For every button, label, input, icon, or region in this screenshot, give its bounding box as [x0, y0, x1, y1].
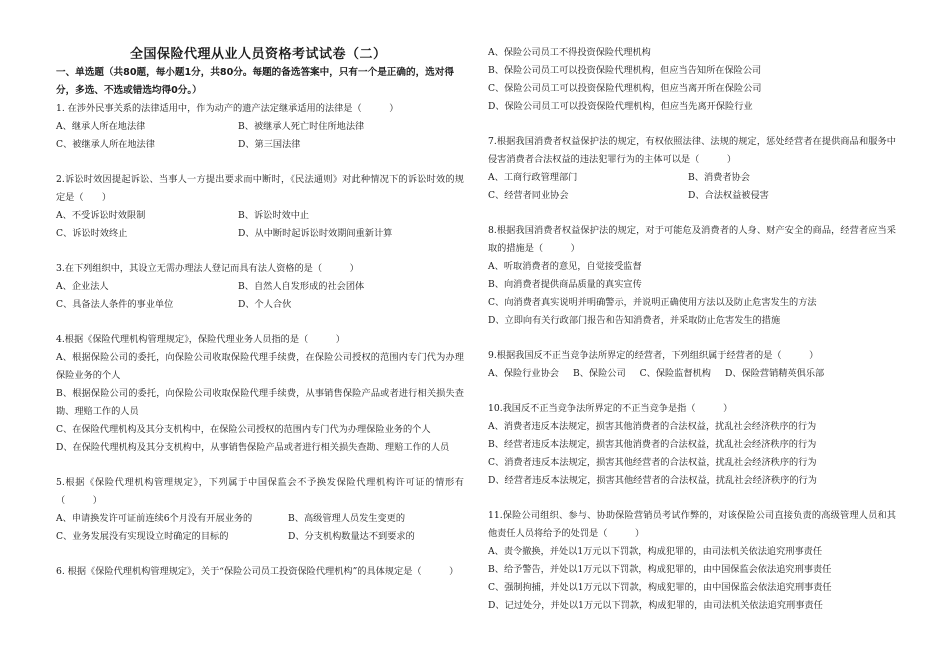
question-8	[488, 222, 896, 330]
option-b: B、保险公司员工可以投资保险代理机构，但应当告知所在保险公司	[488, 65, 762, 76]
question-2	[56, 171, 464, 243]
option-b: B、高级管理人员发生变更的	[288, 513, 406, 524]
option-c: C、在保险代理机构及其分支机构中，在保险公司授权的范围内专门代为办理保险业务的个人	[56, 424, 431, 435]
question-6-options	[488, 44, 896, 116]
option-d: D、在保险代理机构及其分支机构中，从事销售保险产品或者进行相关损失查勘、理赔工作的人员	[56, 442, 450, 453]
question-6	[56, 563, 464, 581]
question-3	[56, 260, 464, 314]
option-a: A、保险行业协会	[488, 368, 559, 379]
left-column	[56, 44, 464, 581]
option-b: B、给予警告，并处以1万元以下罚款，构成犯罪的，由中国保监会依法追究刑事责任	[488, 564, 832, 575]
question-text: 8.根据我国消费者权益保护法的规定，对于可能危及消费者的人身、财产安全的商品，经营者应当采取的措施是（ ）	[488, 225, 896, 254]
option-d: D、经营者违反本法规定，损害其他经营者的合法权益，扰乱社会经济秩序的行为	[488, 475, 817, 486]
option-d: D、从中断时起诉讼时效期间重新计算	[238, 228, 393, 239]
option-c: C、向消费者真实说明并明确警示，并说明正确使用方法以及防止危害发生的方法	[488, 297, 817, 308]
option-b: B、向消费者提供商品质量的真实宣传	[488, 279, 642, 290]
option-a: A、保险公司员工不得投资保险代理机构	[488, 47, 651, 58]
option-c: C、保险公司员工可以投资保险代理机构，但应当离开所在保险公司	[488, 83, 762, 94]
question-text: 6. 根据《保险代理机构管理规定》，关于“保险公司员工投资保险代理机构”的具体规定是（ ）	[56, 566, 459, 577]
option-d: D、分支机构数量达不到要求的	[288, 531, 415, 542]
option-c: C、被继承人所在地法律	[56, 139, 155, 150]
option-a: A、消费者违反本法规定，损害其他消费者的合法权益，扰乱社会经济秩序的行为	[488, 421, 817, 432]
question-text: 1. 在涉外民事关系的法律适用中，作为动产的遗产法定继承适用的法律是（ ）	[56, 103, 399, 114]
question-text: 5.根据《保险代理机构管理规定》，下列属于中国保监会不予换发保险代理机构许可证的情形有（ ）	[56, 477, 464, 506]
option-a: A、继承人所在地法律	[56, 121, 146, 132]
question-text: 7.根据我国消费者权益保护法的规定，有权依照法律、法规的规定，惩处经营者在提供商品和服务中侵害消费者合法权益的违法犯罪行为的主体可以是（ ）	[488, 136, 896, 165]
question-11	[488, 507, 896, 615]
option-d: D、合法权益被侵害	[688, 190, 769, 201]
option-a: A、责令撤换，并处以1万元以下罚款，构成犯罪的，由司法机关依法追究刑事责任	[488, 546, 823, 557]
question-1	[56, 100, 464, 154]
option-b: B、根据保险公司的委托，向保险公司收取保险代理手续费，从事销售保险产品或者进行相关损失查勘、理赔工作的人员	[56, 388, 464, 417]
option-a: A、工商行政管理部门	[488, 172, 578, 183]
option-d: D、立即向有关行政部门报告和告知消费者，并采取防止危害发生的措施	[488, 315, 781, 326]
option-d: D、记过处分，并处以1万元以下罚款，构成犯罪的，由司法机关依法追究刑事责任	[488, 600, 823, 611]
question-9	[488, 347, 896, 383]
question-text: 10.我国反不正当竞争法所界定的不正当竞争是指（ ）	[488, 403, 733, 414]
page-title: 全国保险代理从业人员资格考试试卷（二）	[130, 47, 387, 62]
question-text: 4.根据《保险代理机构管理规定》，保险代理业务人员指的是（ ）	[56, 334, 345, 345]
question-10	[488, 400, 896, 490]
option-d: D、保险公司员工可以投资保险代理机构，但应当先离开保险行业	[488, 101, 753, 112]
question-7	[488, 133, 896, 205]
option-c: C、消费者违反本法规定，损害其他经营者的合法权益，扰乱社会经济秩序的行为	[488, 457, 817, 468]
right-column	[488, 44, 896, 615]
question-text: 2.诉讼时效因提起诉讼、当事人一方提出要求而中断时，《民法通则》对此种情况下的诉讼时效的规定是（ ）	[56, 174, 464, 203]
option-b: B、保险公司	[572, 368, 626, 379]
option-b: B、经营者违反本法规定，损害其他消费者的合法权益，扰乱社会经济秩序的行为	[488, 439, 817, 450]
option-a: A、企业法人	[56, 281, 109, 292]
option-a: A、申请换发许可证前连续6个月没有开展业务的	[56, 513, 253, 524]
option-a: A、听取消费者的意见，自觉接受监督	[488, 261, 642, 272]
option-b: B、被继承人死亡时住所地法律	[238, 121, 365, 132]
option-c: C、诉讼时效终止	[56, 228, 128, 239]
option-a: A、根据保险公司的委托，向保险公司收取保险代理手续费，在保险公司授权的范围内专门代为办理保险业务的个人	[56, 352, 464, 381]
question-text: 9.根据我国反不正当竞争法所界定的经营者，下列组织属于经营者的是（ ）	[488, 350, 819, 361]
option-b: B、诉讼时效中止	[238, 210, 310, 221]
option-c: C、具备法人条件的事业单位	[56, 299, 174, 310]
section-heading: 一、单选题（共80题，每小题1分，共80分。每题的备选答案中，只有一个是正确的，选对得分，多选、不选或错选均得0分。）	[56, 67, 454, 96]
option-b: B、自然人自发形成的社会团体	[238, 281, 365, 292]
option-d: D、保险营销精英俱乐部	[725, 368, 825, 379]
question-text: 3.在下列组织中，其设立无需办理法人登记而具有法人资格的是（ ）	[56, 263, 359, 274]
option-c: C、业务发展没有实现设立时确定的目标的	[56, 531, 229, 542]
option-a: A、不受诉讼时效限制	[56, 210, 146, 221]
option-c: C、经营者同业协会	[488, 190, 569, 201]
option-c: C、保险监督机构	[639, 368, 711, 379]
question-4	[56, 331, 464, 457]
option-d: D、个人合伙	[238, 299, 292, 310]
question-5	[56, 474, 464, 546]
option-b: B、消费者协会	[688, 172, 750, 183]
question-text: 11.保险公司组织、参与、协助保险营销员考试作弊的，对该保险公司直接负责的高级管理人员和其他责任人员将给予的处罚是（ ）	[488, 510, 896, 539]
option-c: C、强制拘捕，并处以1万元以下罚款，构成犯罪的，由中国保监会依法追究刑事责任	[488, 582, 832, 593]
option-d: D、第三国法律	[238, 139, 301, 150]
